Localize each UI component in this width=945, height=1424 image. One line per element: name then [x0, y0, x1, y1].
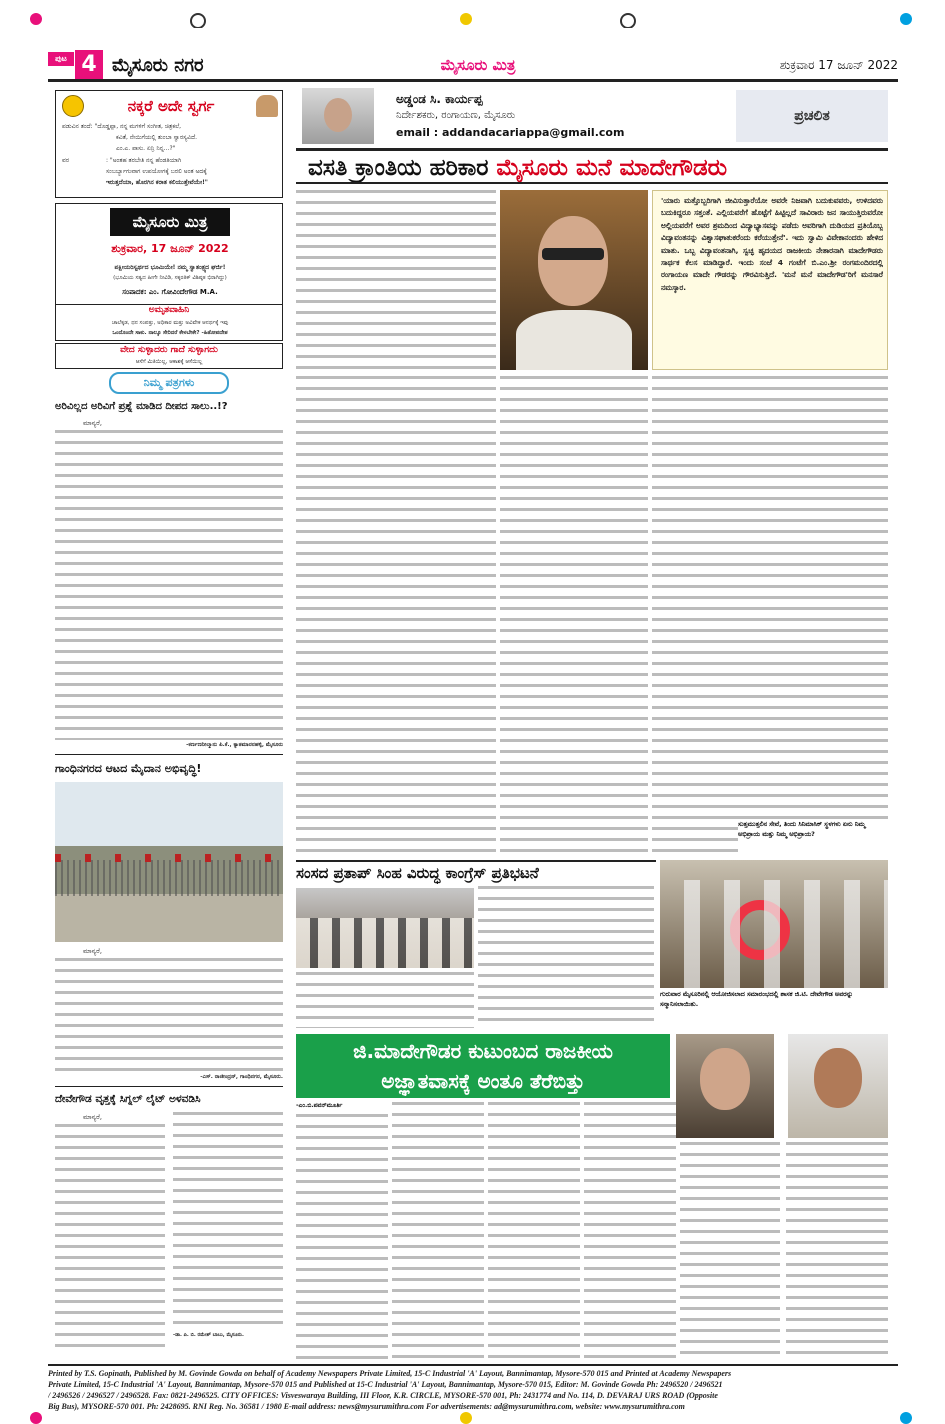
- article-column: [296, 1114, 388, 1360]
- imprint-line: Big Bus), MYSORE-570 001. Ph: 2428695. RNI Reg. No. 36581 / 1980 E-mail address: news@mysurumithra.com For advertisements: ad@mysurumithra.com, website: www.mysurumithra.com: [48, 1402, 685, 1411]
- headline-highlight: ಮೈಸೂರು ಮನೆ ಮಾದೇಗೌಡರು: [496, 155, 728, 181]
- playground-photo: [55, 782, 283, 942]
- nakkare-title: ನಕ್ಕರೆ ಅದೇ ಸ್ವರ್ಗ: [127, 97, 215, 115]
- nakkare-line: ಪಡುವಿನ ತಂದೆ: "ದೊಡ್ಡಪ್ಪಾ, ನನ್ನ ಮಗಳಿಗೆ ಸಂಗೀತ, ಚಿತ್ರಕಲೆ,: [62, 123, 182, 130]
- article-column: [652, 376, 888, 854]
- amrutha-title: ಅಮೃತವಾಹಿನಿ: [56, 304, 282, 318]
- protest-headline: ಸಂಸದ ಪ್ರತಾಪ್ ಸಿಂಹ ವಿರುದ್ಧ ಕಾಂಗ್ರೆಸ್ ಪ್ರತಿಭಟನೆ: [296, 860, 656, 884]
- imprint-line: Private Limited, 15-C Industrial 'A' Layout, Bannimantap, Mysore-570 015 and Published at 15-C Industrial 'A' Layout, Bannimantap, Mysore-570 015, Editor: M. Govinde Gowda Ph: 2496520 / 2496521: [48, 1380, 723, 1389]
- letter-title: ಗಾಂಧಿನಗರದ ಆಟದ ಮೈದಾನ ಅಭಿವೃದ್ಧಿ!: [55, 762, 202, 775]
- page-header: [48, 48, 898, 82]
- family-headline-band: [296, 1034, 670, 1098]
- masthead-motto: ಪಕ್ಷೀಯರಿಸ್ವರ್ಥದ ಭೂಮಿಯೇ! ನಮ್ಮ ಸ್ವಾತಂತ್ರ್ಯದ ಘರ್ಜಿ!: [114, 264, 226, 271]
- photo-caption: ಸುತ್ತಮುತ್ತಲಿನ ಸೇವೆ, ತಿಂದು ಸಿನಿಮಾಸಿಕ್ ಸ್ಥಳಗಳು ಏನು ನಿಮ್ಮ ಅಭಿಪ್ರಾಯ ಮತ್ತು ನಿಮ್ಮ ಅಭಿಪ್ರಾಯ?: [738, 820, 888, 858]
- letter-signature: -ಡಾ. ಪಿ. ಬಿ. ರಮೇಶ್ ಬಾಬು, ಮೈಸೂರು.: [173, 1332, 244, 1338]
- letter-body: [55, 958, 283, 1072]
- sunglasses: [542, 248, 604, 260]
- face: [700, 1048, 750, 1110]
- letter-salutation: ಮಾನ್ಯರೆ,: [83, 1113, 103, 1121]
- article-column: [488, 1102, 580, 1360]
- family-headline: ಜಿ.ಮಾದೇಗೌಡರ ಕುಟುಂಬದ ರಾಜಕೀಯ: [353, 1039, 613, 1063]
- imprint-line: / 2496526 / 2496527 / 2496528. Fax: 0821-2496525. CITY OFFICES: Visveswaraya Building, III Floor, K.R. CIRCLE, MYSORE-570 001, Ph: 2431774 and No. 114, D. DEVARAJ URS ROAD (Opposite: [48, 1391, 718, 1400]
- registration-marks-top: [20, 10, 925, 28]
- article-column: [584, 1102, 676, 1360]
- section-title: ಮೈಸೂರು ನಗರ: [112, 55, 204, 76]
- columnist-name: ಅಡ್ಡಂಡ ಸಿ. ಕಾರ್ಯಪ್ಪ: [396, 92, 483, 106]
- nakkare-line: ಇರುತ್ತದೆಯಾ, ಹೊರಗಿನ ಕರಾತ ಕಲಿಯುತ್ತೇವೆಯೇ!": [106, 179, 208, 186]
- page-label: ಪುಟ: [48, 52, 74, 66]
- family-headline: ಅಜ್ಞಾತವಾಸಕ್ಕೆ ಅಂತೂ ತೆರೆಬಿತ್ತು: [381, 1069, 585, 1093]
- felicitation-caption: ಗುರುವಾರ ಮೈಸೂರಿನಲ್ಲಿ ಆಯೋಜಿಸಲಾದ ಸಮಾರಂಭದಲ್ಲಿ ಶಾಸಕ ಜಿ.ಟಿ. ದೇವೇಗೌಡ ಅವರನ್ನು ಸನ್ಮಾನಿಸಲಾಯಿತು.: [660, 990, 854, 1008]
- shirt: [516, 310, 632, 370]
- article-column: [296, 376, 496, 854]
- letter-signature: -ಎಸ್. ರಾಜೀಂದ್ರನ್, ಗಾಂಧಿನಗರ, ಮೈಸೂರು.: [200, 1074, 283, 1080]
- letter-salutation: ಮಾನ್ಯರೆ,: [83, 419, 103, 427]
- nakkare-box: [55, 90, 283, 198]
- protest-photo: [296, 888, 474, 968]
- cartoon-figure-icon: [256, 95, 278, 117]
- nakkare-line: ಎಂ.ಎ. ಪಾಸು. ಏನ್ರಿ ನಿನ್ನ...?": [116, 145, 176, 152]
- nakkare-line: : "ಅಂತಹ ತರಬೇತಿ ನನ್ನ ಹೆಂಡತಿಯಾಗಿ: [106, 157, 182, 164]
- columnist-photo: [302, 88, 374, 144]
- divider: [55, 754, 283, 755]
- letters-section: [55, 372, 283, 1362]
- masthead-box: [55, 203, 283, 341]
- imprint-line: Printed by T.S. Gopinath, Published by M. Govinde Gowda on behalf of Academy Newspapers Private Limited, 15-C Industrial 'A' Layout, Bannimantap, Mysore-570 015 and Printed at Academy Newspapers: [48, 1369, 732, 1378]
- son-photo: [788, 1034, 888, 1138]
- letter-body: [173, 1112, 283, 1328]
- madegowda-photo: [500, 190, 648, 370]
- article-column: [478, 886, 654, 1028]
- article-column: [392, 1102, 484, 1360]
- divider: [55, 1086, 283, 1087]
- column-tag: ಪ್ರಚಲಿತ: [736, 90, 888, 142]
- fence: [55, 860, 283, 896]
- columnist-email[interactable]: email : addandacariappa@gmail.com: [396, 126, 625, 139]
- article-column: [296, 190, 496, 370]
- face: [324, 98, 352, 132]
- registration-marks-bottom: [20, 1412, 925, 1424]
- people: [660, 880, 888, 988]
- main-headline: [296, 148, 888, 184]
- red-posts: [55, 854, 283, 862]
- veda-title: ವೇದ ಸುಳ್ಳಾದರು ಗಾದೆ ಸುಳ್ಳಾಗದು: [120, 345, 218, 355]
- columnist-header: [296, 88, 888, 146]
- article-column: [680, 1142, 780, 1360]
- face: [814, 1048, 862, 1108]
- page-number: 4: [75, 50, 103, 80]
- nakkare-speaker: ವರ: [62, 157, 70, 164]
- masthead-small: ಮೈಸೂರು ಮಿತ್ರ: [440, 56, 516, 74]
- masthead-logo: ಮೈಸೂರು ಮಿತ್ರ: [110, 208, 230, 236]
- nakkare-line: ಕವಿತೆ, ನೇಯಿಗೆಯಲ್ಲಿ ತುಂಬಾ ಸ್ವಾರಸ್ಯವಿದೆ.: [116, 134, 198, 141]
- quote-text: 'ಯಾರು ಮತ್ತೊಬ್ಬರಿಗಾಗಿ ಜೀವಿಸುತ್ತಾರೆಯೋ ಅವರೇ ನಿಜವಾಗಿ ಬದುಕುವವರು, ಉಳಿದವರು ಬದುಕಿದ್ದರೂ ಸತ್ತಂತೆ. ಎಲ್ಲಿಯವರೆಗೆ ಹೊಟ್ಟೆಗೆ ಹಿಟ್ಟಿಲ್ಲದೆ ಸಾವಿರಾರು ಜನ ಸಾಯುತ್ತಿರುವರೋ ಅಲ್ಲಿಯವರೆಗೆ ಅವರ ಶ್ರಮದಿಂದ ವಿದ್ಯಾಭ್ಯಾಸವನ್ನು ಪಡೆದು ಅವರಿಗಾಗಿ ದುಡಿಯದ ಪ್ರತಿಯೊಬ್ಬ ವಿದ್ಯಾವಂತನನ್ನು ವಿಶ್ವಾಸಘಾತುಕರೆಂದು ಕರೆಯುತ್ತೇನೆ'. ಇದು ಸ್ವಾಮಿ ವಿವೇಕಾನಂದರು ಹೇಳಿದ ಮಾತು. ಒಬ್ಬ ವಿದ್ಯಾವಂತನಾಗಿ, ಸ್ವಚ್ಛ ಹೃದಯದ ರಾಜಕೀಯ ನೇತಾರನಾಗಿ ಮಾದೇಗೌಡರು ಸಾರ್ಥಕ ಕೆಲಸ ಮಾಡಿದ್ದಾರೆ. ಇಂದು ಸಂಜೆ 4 ಗಂಟೆಗೆ ಬಿ.ಎಂ.ಶ್ರೀ ರಂಗಮಂದಿರದಲ್ಲಿ ರಂಗಾಯಣ ಮಾದೇ ಗೌಡರನ್ನು ಗೌರವಿಸುತ್ತಿದೆ. 'ಮನೆ ಮನೆ ಮಾದೇಗೌಡ'ರಿಗೆ ಮನಸಾರೆ ನಮಸ್ಕಾರ.: [661, 196, 883, 292]
- amrutha-text: ಚಾಲೆಕ್ಕಡ, ಥನ ಸಂಪತ್ತು, ಅಧಿಕಾರ ಮತ್ತು ಅವಿವೇಕ ಆನರ್ಥಕ್ಕೆ ಇವು: [111, 320, 229, 326]
- headline-part: ವಸತಿ ಕ್ರಾಂತಿಯ ಹರಿಕಾರ: [308, 155, 497, 181]
- masthead-editor: ಸಂಪಾದಕ: ಎಂ. ಗೋವಿಂದೇಗೌಡ M.A.: [122, 288, 218, 296]
- pullquote-box: [652, 190, 888, 370]
- nakkare-line: ಸಂಬರ್ಬ್ಯಾಗುವಾಗ ಉಪಯೋಗಕ್ಕೆ ಬರಲಿ ಅಂತ ಅದಕ್ಕೆ: [106, 168, 207, 175]
- crowd: [296, 918, 474, 968]
- amrutha-text: ಒಂದೊಂದೇ ಸಾಕು. ನಾಲ್ಕೂ ಸೇರಿದರೆ ಕೇಳಬೇಕೇ? -ಹಿತೋಪದೇಶ: [112, 330, 228, 336]
- veda-sub: ಆಸೆಗೆ ಮಿತಿಯಿಲ್ಲ, ಆಕಾಶಕ್ಕೆ ಆಸೆಯಿಲ್ಲ: [135, 359, 203, 365]
- issue-date: ಶುಕ್ರವಾರ 17 ಜೂನ್ 2022: [779, 58, 898, 72]
- family-byline: -ಎಂ.ಬಿ.ಪವನ್‌ಮೂರ್ತಿ: [296, 1102, 343, 1109]
- face: [538, 216, 608, 306]
- imprint-footer: [48, 1364, 898, 1414]
- letter-title: ಅರಿವಿಲ್ಲದ ಅರಿವಿಗೆ ಪ್ರಶ್ನೆ ಮಾಡಿದ ದೀಪದ ಸಾಲು..!?: [55, 401, 228, 412]
- article-column: [500, 376, 648, 854]
- letter-salutation: ಮಾನ್ಯರೆ,: [83, 947, 103, 955]
- felicitation-photo: [660, 860, 888, 988]
- masthead-motto-sub: (ಭೂಮಿಯ ಸತ್ವದ ಹೀಗೇ ನೀವಿಡಿ, ಸಕ್ಕರತಿಕ್ ವಿಶಿಷ್ಠತ ಭಿರಾಗಿದ್ದು): [113, 275, 227, 281]
- columnist-role: ನಿರ್ದೇಶಕರು, ರಂಗಾಯಣ, ಮೈಸೂರು: [396, 110, 516, 121]
- masthead-date: ಶುಕ್ರವಾರ, 17 ಜೂನ್ 2022: [111, 242, 229, 255]
- article-column: [786, 1142, 888, 1360]
- article-column: [296, 972, 474, 1028]
- veda-box: [55, 343, 283, 369]
- letter-title: ದೇವೇಗೌಡ ವೃತ್ತಕ್ಕೆ ಸಿಗ್ನಲ್ ಲೈಟ್ ಅಳವಡಿಸಿ: [55, 1093, 201, 1105]
- letter-body: [55, 1124, 165, 1350]
- letters-banner: ನಿಮ್ಮ ಪತ್ರಗಳು: [109, 372, 229, 394]
- letter-signature: -ಕರ್ಣಣನೀಲ್ಮಾನು ಪಿ.ಕೆ., ಕ್ಯಾತಮಾರನಹಳ್ಳಿ, ಮೈಸೂರು: [186, 742, 283, 748]
- laughing-face-icon: [62, 95, 84, 117]
- letter-body: [55, 430, 283, 740]
- elder-photo: [676, 1034, 774, 1138]
